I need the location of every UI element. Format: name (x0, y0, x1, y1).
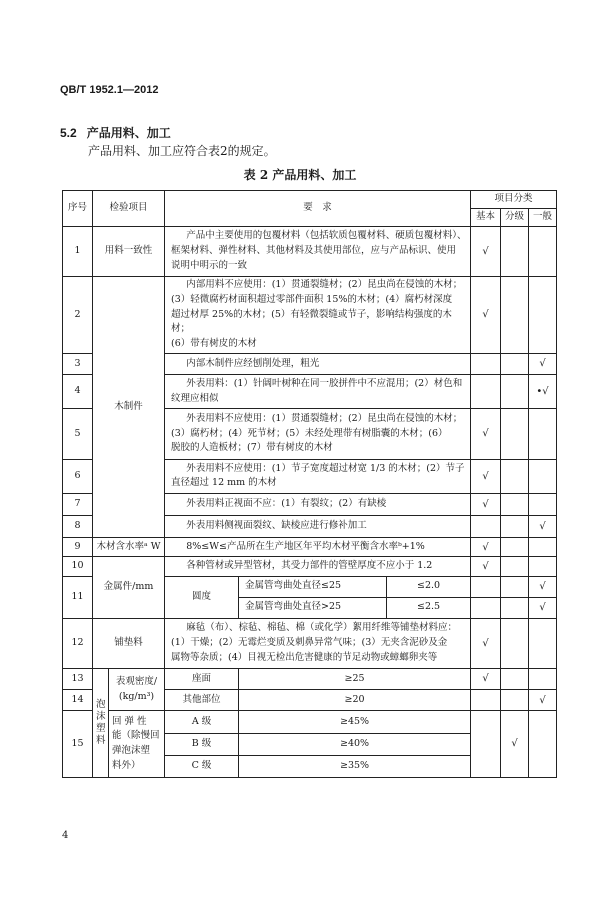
basic-check: √ (471, 226, 501, 276)
item-name: 木材含水率ᵃ W (93, 538, 165, 557)
sub-item-roundness: 圆度 (165, 576, 239, 618)
requirement-value: ≥25 (239, 669, 471, 690)
requirement-text: 麻毡（布）、棕毡、棉毡、棉（或化学）絮用纤维等铺垫材料应： (1）干燥；(2）无霉烂变质及刺鼻异常气味；(3）无夹含泥砂及金 属物等杂质；(4）目视无检出危害健康的节足动物或蟑螂卵夹等 (165, 618, 471, 668)
header-no: 序号 (63, 191, 93, 227)
requirement-text: 8%≤W≤产品所在生产地区年平均木材平衡含水率ᵇ+1% (165, 538, 471, 557)
requirement-value: ≥45% (239, 711, 471, 733)
basic-check: √ (471, 276, 501, 353)
grade-b: B 级 (165, 733, 239, 755)
row-number: 8 (63, 516, 93, 538)
header-requirement: 要 求 (165, 191, 471, 227)
general-check: √ (529, 597, 557, 618)
condition-label: 金属管弯曲处直径≤25 (239, 576, 387, 597)
row-number: 2 (63, 276, 93, 353)
row-number: 9 (63, 538, 93, 557)
sub-item: 座面 (165, 669, 239, 690)
requirement-text: 外表用料正视面不应：(1）有裂纹；(2）有缺棱 (165, 494, 471, 516)
item-name: 铺垫料 (93, 618, 165, 668)
row-number: 4 (63, 375, 93, 409)
basic-check: √ (471, 494, 501, 516)
header-general: 一般 (529, 208, 557, 226)
row-number: 1 (63, 226, 93, 276)
grade-c: C 级 (165, 755, 239, 777)
basic-check: √ (471, 669, 501, 690)
condition-value: ≤2.0 (387, 576, 471, 597)
item-name-metal: 金属件/mm (93, 557, 165, 618)
requirement-text: 外表用料不应使用：(1）节子宽度超过材宽 1/3 的木材；(2）节子 直径超过 12 mm 的木材 (165, 459, 471, 493)
row-number: 7 (63, 494, 93, 516)
section-paragraph: 产品用料、加工应符合表2的规定。 (88, 144, 276, 158)
item-resilience: 回 弹 性 能（除慢回 弹泡沫塑 料外） (109, 711, 165, 778)
section-heading (60, 124, 171, 141)
item-name-foam: 泡 沫 塑 料 (93, 669, 109, 778)
general-check: √ (529, 690, 557, 711)
table-row (63, 618, 557, 668)
row-number: 6 (63, 459, 93, 493)
requirement-text: 外表用料：(1）针阔叶树种在同一胶拼件中不应混用；(2）材色和 纹理应相似 (165, 375, 471, 409)
row-number: 5 (63, 409, 93, 459)
section-number: 5.2 (60, 126, 77, 140)
grade-check: √ (501, 711, 529, 778)
row-number: 3 (63, 354, 93, 375)
header-classification: 项目分类 (471, 191, 557, 209)
requirement-value: ≥40% (239, 733, 471, 755)
header-basic: 基本 (471, 208, 501, 226)
section-title: 产品用料、加工 (86, 126, 171, 140)
requirement-text: 内部用料不应使用：(1）贯通裂缝材；(2）昆虫尚在侵蚀的木材； (3）轻微腐朽材面积超过零部件面积 15%的木材；(4）腐朽材深度 超过材厚 25%的木材；(5）有轻微裂缝或节子，影响结构强度的木材； (6）带有树皮的木材 (165, 276, 471, 353)
basic-check: √ (471, 618, 501, 668)
standard-code-header: QB/T 1952.1—2012 (60, 84, 159, 96)
header-grade: 分级 (501, 208, 529, 226)
table-row (63, 538, 557, 557)
requirement-text: 外表用料侧视面裂纹、缺棱应进行修补加工 (165, 516, 471, 538)
table-row (63, 276, 557, 353)
requirement-value: ≥35% (239, 755, 471, 777)
item-density: 表观密度/ (kg/m³) (109, 669, 165, 711)
grade-a: A 级 (165, 711, 239, 733)
condition-label: 金属管弯曲处直径>25 (239, 597, 387, 618)
requirement-text: 外表用料不应使用：(1）贯通裂缝材；(2）昆虫尚在侵蚀的木材； (3）腐朽材；(4）死节材；(5）未经处理带有树脂囊的木材；(6） 脱胶的人造板材；(7）带有树皮的木材 (165, 409, 471, 459)
general-check: √ (529, 576, 557, 597)
general-check: √ (529, 354, 557, 375)
requirement-value: ≥20 (239, 690, 471, 711)
row-number: 12 (63, 618, 93, 668)
general-check: √ (529, 516, 557, 538)
row-number: 13 (63, 669, 93, 690)
sub-item: 其他部位 (165, 690, 239, 711)
item-name: 用料一致性 (93, 226, 165, 276)
row-number: 14 (63, 690, 93, 711)
item-name-wood: 木制件 (93, 276, 165, 537)
table-row (63, 557, 557, 576)
requirement-text: 产品中主要使用的包覆材料（包括软质包覆材料、硬质包覆材料）、 框架材料、弹性材料、其他材料及其使用部位，应与产品标识、使用 说明中明示的一致 (165, 226, 471, 276)
general-check-starred: •√ (529, 375, 557, 409)
requirement-text: 各种管材或异型管材，其受力部件的管壁厚度不应小于 1.2 (165, 557, 471, 576)
materials-processing-table (62, 190, 557, 778)
table-row (63, 669, 557, 690)
basic-check: √ (471, 557, 501, 576)
requirement-text: 内部木制件应经刨削处理，粗光 (165, 354, 471, 375)
page-number: 4 (62, 830, 69, 841)
header-item: 检验项目 (93, 191, 165, 227)
row-number: 11 (63, 576, 93, 618)
row-number: 10 (63, 557, 93, 576)
table-row (63, 226, 557, 276)
row-number: 15 (63, 711, 93, 778)
condition-value: ≤2.5 (387, 597, 471, 618)
basic-check: √ (471, 459, 501, 493)
basic-check: √ (471, 409, 501, 459)
basic-check: √ (471, 538, 501, 557)
table-row (63, 711, 557, 733)
table-caption: 表 2 产品用料、加工 (243, 168, 357, 182)
